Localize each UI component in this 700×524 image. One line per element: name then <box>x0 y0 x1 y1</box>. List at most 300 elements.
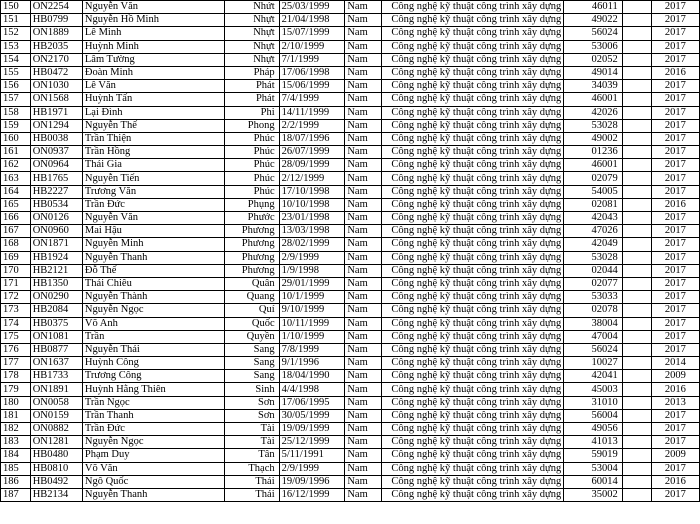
gender-cell: Nam <box>345 238 382 251</box>
year-cell: 2017 <box>651 238 699 251</box>
gender-cell: Nam <box>345 1 382 14</box>
last-name-cell: Nguyễn Minh <box>82 238 224 251</box>
row-number-cell: 171 <box>1 277 31 290</box>
score-code-cell: 02044 <box>564 264 623 277</box>
last-name-cell: Nguyễn Thái <box>82 343 224 356</box>
gender-cell: Nam <box>345 185 382 198</box>
major-cell: Công nghệ kỹ thuật công trình xây dựng <box>382 1 564 14</box>
score-code-cell: 49056 <box>564 423 623 436</box>
score-code-cell: 53033 <box>564 291 623 304</box>
row-number-cell: 186 <box>1 475 31 488</box>
birth-date-cell: 30/05/1999 <box>279 409 345 422</box>
row-number-cell: 173 <box>1 304 31 317</box>
birth-date-cell: 7/8/1999 <box>279 343 345 356</box>
major-cell: Công nghệ kỹ thuật công trình xây dựng <box>382 370 564 383</box>
birth-date-cell: 19/09/1996 <box>279 475 345 488</box>
year-cell: 2016 <box>651 383 699 396</box>
score-code-cell: 02081 <box>564 198 623 211</box>
table-row <box>1 409 700 422</box>
student-code-cell: ON1081 <box>30 330 82 343</box>
major-cell: Công nghệ kỹ thuật công trình xây dựng <box>382 66 564 79</box>
row-number-cell: 161 <box>1 146 31 159</box>
gender-cell: Nam <box>345 14 382 27</box>
major-cell: Công nghệ kỹ thuật công trình xây dựng <box>382 475 564 488</box>
birth-date-cell: 4/4/1998 <box>279 383 345 396</box>
first-name-cell: Pháp <box>224 66 279 79</box>
major-cell: Công nghệ kỹ thuật công trình xây dựng <box>382 291 564 304</box>
table-row <box>1 317 700 330</box>
major-cell: Công nghệ kỹ thuật công trình xây dựng <box>382 238 564 251</box>
last-name-cell: Nguyễn Văn <box>82 212 224 225</box>
row-number-cell: 180 <box>1 396 31 409</box>
row-number-cell: 172 <box>1 291 31 304</box>
row-number-cell: 164 <box>1 185 31 198</box>
last-name-cell: Nguyễn Văn <box>82 1 224 14</box>
year-cell: 2017 <box>651 409 699 422</box>
birth-date-cell: 2/9/1999 <box>279 462 345 475</box>
gender-cell: Nam <box>345 396 382 409</box>
empty-cell <box>622 277 651 290</box>
table-row <box>1 146 700 159</box>
table-row <box>1 27 700 40</box>
gender-cell: Nam <box>345 40 382 53</box>
table-row <box>1 396 700 409</box>
table-row <box>1 357 700 370</box>
score-code-cell: 38004 <box>564 317 623 330</box>
student-code-cell: HB2035 <box>30 40 82 53</box>
birth-date-cell: 1/9/1998 <box>279 264 345 277</box>
row-number-cell: 157 <box>1 93 31 106</box>
student-code-cell: HB0534 <box>30 198 82 211</box>
student-code-cell: HB0038 <box>30 132 82 145</box>
birth-date-cell: 14/11/1999 <box>279 106 345 119</box>
empty-cell <box>622 488 651 501</box>
score-code-cell: 31010 <box>564 396 623 409</box>
last-name-cell: Lê Minh <box>82 27 224 40</box>
score-code-cell: 34039 <box>564 80 623 93</box>
gender-cell: Nam <box>345 119 382 132</box>
major-cell: Công nghệ kỹ thuật công trình xây dựng <box>382 396 564 409</box>
table-row <box>1 383 700 396</box>
major-cell: Công nghệ kỹ thuật công trình xây dựng <box>382 212 564 225</box>
last-name-cell: Trần Thiện <box>82 132 224 145</box>
gender-cell: Nam <box>345 66 382 79</box>
last-name-cell: Trương Công <box>82 370 224 383</box>
birth-date-cell: 2/10/1999 <box>279 40 345 53</box>
gender-cell: Nam <box>345 146 382 159</box>
first-name-cell: Quân <box>224 277 279 290</box>
empty-cell <box>622 304 651 317</box>
empty-cell <box>622 370 651 383</box>
first-name-cell: Sơn <box>224 396 279 409</box>
student-code-cell: ON1891 <box>30 383 82 396</box>
gender-cell: Nam <box>345 370 382 383</box>
student-code-cell: ON1030 <box>30 80 82 93</box>
major-cell: Công nghệ kỹ thuật công trình xây dựng <box>382 198 564 211</box>
major-cell: Công nghệ kỹ thuật công trình xây dựng <box>382 409 564 422</box>
first-name-cell: Phúc <box>224 146 279 159</box>
last-name-cell: Lê Văn <box>82 80 224 93</box>
empty-cell <box>622 80 651 93</box>
table-row <box>1 80 700 93</box>
first-name-cell: Phước <box>224 212 279 225</box>
birth-date-cell: 9/1/1996 <box>279 357 345 370</box>
gender-cell: Nam <box>345 488 382 501</box>
first-name-cell: Quyền <box>224 330 279 343</box>
row-number-cell: 182 <box>1 423 31 436</box>
birth-date-cell: 10/1/1999 <box>279 291 345 304</box>
year-cell: 2017 <box>651 119 699 132</box>
year-cell: 2017 <box>651 172 699 185</box>
table-row <box>1 198 700 211</box>
year-cell: 2017 <box>651 277 699 290</box>
score-code-cell: 47004 <box>564 330 623 343</box>
birth-date-cell: 5/11/1991 <box>279 449 345 462</box>
score-code-cell: 47026 <box>564 225 623 238</box>
row-number-cell: 181 <box>1 409 31 422</box>
empty-cell <box>622 409 651 422</box>
birth-date-cell: 23/01/1998 <box>279 212 345 225</box>
last-name-cell: Nguyễn Thanh <box>82 488 224 501</box>
empty-cell <box>622 1 651 14</box>
first-name-cell: Phúc <box>224 159 279 172</box>
major-cell: Công nghệ kỹ thuật công trình xây dựng <box>382 225 564 238</box>
empty-cell <box>622 475 651 488</box>
first-name-cell: Sơn <box>224 409 279 422</box>
last-name-cell: Huỳnh Tấn <box>82 93 224 106</box>
last-name-cell: Trần Đức <box>82 423 224 436</box>
gender-cell: Nam <box>345 304 382 317</box>
empty-cell <box>622 436 651 449</box>
row-number-cell: 150 <box>1 1 31 14</box>
year-cell: 2017 <box>651 159 699 172</box>
birth-date-cell: 15/07/1999 <box>279 27 345 40</box>
empty-cell <box>622 330 651 343</box>
birth-date-cell: 18/04/1990 <box>279 370 345 383</box>
last-name-cell: Phạm Duy <box>82 449 224 462</box>
first-name-cell: Tài <box>224 436 279 449</box>
score-code-cell: 45003 <box>564 383 623 396</box>
major-cell: Công nghệ kỹ thuật công trình xây dựng <box>382 185 564 198</box>
first-name-cell: Quang <box>224 291 279 304</box>
year-cell: 2017 <box>651 146 699 159</box>
score-code-cell: 56024 <box>564 27 623 40</box>
row-number-cell: 187 <box>1 488 31 501</box>
table-row <box>1 66 700 79</box>
year-cell: 2017 <box>651 106 699 119</box>
empty-cell <box>622 225 651 238</box>
last-name-cell: Lâm Tường <box>82 53 224 66</box>
year-cell: 2016 <box>651 66 699 79</box>
year-cell: 2017 <box>651 251 699 264</box>
gender-cell: Nam <box>345 436 382 449</box>
student-code-cell: ON2170 <box>30 53 82 66</box>
first-name-cell: Nhựt <box>224 40 279 53</box>
row-number-cell: 183 <box>1 436 31 449</box>
empty-cell <box>622 212 651 225</box>
birth-date-cell: 28/09/1999 <box>279 159 345 172</box>
student-code-cell: HB0799 <box>30 14 82 27</box>
first-name-cell: Phát <box>224 80 279 93</box>
last-name-cell: Trần Thanh <box>82 409 224 422</box>
birth-date-cell: 15/06/1999 <box>279 80 345 93</box>
table-row <box>1 40 700 53</box>
gender-cell: Nam <box>345 357 382 370</box>
table-row <box>1 106 700 119</box>
last-name-cell: Trần Đức <box>82 198 224 211</box>
row-number-cell: 178 <box>1 370 31 383</box>
last-name-cell: Nguyễn Tiến <box>82 172 224 185</box>
major-cell: Công nghệ kỹ thuật công trình xây dựng <box>382 80 564 93</box>
gender-cell: Nam <box>345 198 382 211</box>
major-cell: Công nghệ kỹ thuật công trình xây dựng <box>382 449 564 462</box>
first-name-cell: Nhựt <box>224 27 279 40</box>
student-code-cell: HB0492 <box>30 475 82 488</box>
major-cell: Công nghệ kỹ thuật công trình xây dựng <box>382 383 564 396</box>
student-code-cell: ON1871 <box>30 238 82 251</box>
score-code-cell: 49002 <box>564 132 623 145</box>
first-name-cell: Phong <box>224 119 279 132</box>
student-code-cell: ON1281 <box>30 436 82 449</box>
score-code-cell: 60014 <box>564 475 623 488</box>
birth-date-cell: 13/03/1998 <box>279 225 345 238</box>
score-code-cell: 53028 <box>564 251 623 264</box>
birth-date-cell: 17/10/1998 <box>279 185 345 198</box>
major-cell: Công nghệ kỹ thuật công trình xây dựng <box>382 132 564 145</box>
table-body <box>1 1 700 502</box>
empty-cell <box>622 53 651 66</box>
score-code-cell: 02077 <box>564 277 623 290</box>
empty-cell <box>622 251 651 264</box>
major-cell: Công nghệ kỹ thuật công trình xây dựng <box>382 330 564 343</box>
first-name-cell: Phụng <box>224 198 279 211</box>
student-code-cell: HB2134 <box>30 488 82 501</box>
last-name-cell: Đoàn Minh <box>82 66 224 79</box>
row-number-cell: 166 <box>1 212 31 225</box>
gender-cell: Nam <box>345 291 382 304</box>
first-name-cell: Thái <box>224 475 279 488</box>
gender-cell: Nam <box>345 251 382 264</box>
empty-cell <box>622 462 651 475</box>
birth-date-cell: 25/03/1999 <box>279 1 345 14</box>
student-code-cell: HB0480 <box>30 449 82 462</box>
empty-cell <box>622 291 651 304</box>
score-code-cell: 46001 <box>564 159 623 172</box>
last-name-cell: Trần Hồng <box>82 146 224 159</box>
gender-cell: Nam <box>345 317 382 330</box>
year-cell: 2017 <box>651 53 699 66</box>
major-cell: Công nghệ kỹ thuật công trình xây dựng <box>382 251 564 264</box>
year-cell: 2016 <box>651 198 699 211</box>
empty-cell <box>622 238 651 251</box>
empty-cell <box>622 172 651 185</box>
major-cell: Công nghệ kỹ thuật công trình xây dựng <box>382 53 564 66</box>
table-row <box>1 212 700 225</box>
empty-cell <box>622 132 651 145</box>
row-number-cell: 176 <box>1 343 31 356</box>
student-code-cell: HB0472 <box>30 66 82 79</box>
year-cell: 2017 <box>651 304 699 317</box>
year-cell: 2017 <box>651 330 699 343</box>
birth-date-cell: 16/12/1999 <box>279 488 345 501</box>
birth-date-cell: 19/09/1999 <box>279 423 345 436</box>
score-code-cell: 53028 <box>564 119 623 132</box>
year-cell: 2009 <box>651 449 699 462</box>
first-name-cell: Sang <box>224 343 279 356</box>
major-cell: Công nghệ kỹ thuật công trình xây dựng <box>382 172 564 185</box>
birth-date-cell: 2/9/1999 <box>279 251 345 264</box>
year-cell: 2013 <box>651 396 699 409</box>
year-cell: 2017 <box>651 40 699 53</box>
table-row <box>1 53 700 66</box>
table-row <box>1 436 700 449</box>
gender-cell: Nam <box>345 264 382 277</box>
table-row <box>1 93 700 106</box>
empty-cell <box>622 14 651 27</box>
major-cell: Công nghệ kỹ thuật công trình xây dựng <box>382 264 564 277</box>
row-number-cell: 179 <box>1 383 31 396</box>
first-name-cell: Phương <box>224 238 279 251</box>
last-name-cell: Thái Gia <box>82 159 224 172</box>
student-code-cell: ON0290 <box>30 291 82 304</box>
student-code-cell: HB2227 <box>30 185 82 198</box>
row-number-cell: 151 <box>1 14 31 27</box>
row-number-cell: 169 <box>1 251 31 264</box>
last-name-cell: Đỗ Thế <box>82 264 224 277</box>
year-cell: 2017 <box>651 423 699 436</box>
row-number-cell: 160 <box>1 132 31 145</box>
row-number-cell: 167 <box>1 225 31 238</box>
empty-cell <box>622 383 651 396</box>
first-name-cell: Nhựt <box>224 14 279 27</box>
last-name-cell: Trần <box>82 330 224 343</box>
major-cell: Công nghệ kỹ thuật công trình xây dựng <box>382 343 564 356</box>
year-cell: 2017 <box>651 291 699 304</box>
first-name-cell: Phương <box>224 264 279 277</box>
row-number-cell: 174 <box>1 317 31 330</box>
student-code-cell: ON2254 <box>30 1 82 14</box>
first-name-cell: Sinh <box>224 383 279 396</box>
table-row <box>1 488 700 501</box>
gender-cell: Nam <box>345 225 382 238</box>
major-cell: Công nghệ kỹ thuật công trình xây dựng <box>382 423 564 436</box>
score-code-cell: 10027 <box>564 357 623 370</box>
last-name-cell: Nguyễn Ngọc <box>82 436 224 449</box>
table-row <box>1 291 700 304</box>
table-row <box>1 225 700 238</box>
last-name-cell: Nguyễn Ngọc <box>82 304 224 317</box>
table-row <box>1 475 700 488</box>
student-code-cell: HB0810 <box>30 462 82 475</box>
score-code-cell: 02079 <box>564 172 623 185</box>
birth-date-cell: 10/11/1999 <box>279 317 345 330</box>
row-number-cell: 177 <box>1 357 31 370</box>
year-cell: 2017 <box>651 462 699 475</box>
score-code-cell: 56004 <box>564 409 623 422</box>
score-code-cell: 42026 <box>564 106 623 119</box>
last-name-cell: Võ Anh <box>82 317 224 330</box>
last-name-cell: Nguyễn Hồ Minh <box>82 14 224 27</box>
student-code-cell: HB1924 <box>30 251 82 264</box>
table-row <box>1 159 700 172</box>
major-cell: Công nghệ kỹ thuật công trình xây dựng <box>382 106 564 119</box>
student-code-cell: HB0877 <box>30 343 82 356</box>
gender-cell: Nam <box>345 172 382 185</box>
empty-cell <box>622 264 651 277</box>
major-cell: Công nghệ kỹ thuật công trình xây dựng <box>382 304 564 317</box>
major-cell: Công nghệ kỹ thuật công trình xây dựng <box>382 317 564 330</box>
score-code-cell: 42041 <box>564 370 623 383</box>
row-number-cell: 153 <box>1 40 31 53</box>
student-code-cell: HB1733 <box>30 370 82 383</box>
first-name-cell: Nhựt <box>224 53 279 66</box>
score-code-cell: 54005 <box>564 185 623 198</box>
table-row <box>1 264 700 277</box>
table-row <box>1 251 700 264</box>
table-row <box>1 172 700 185</box>
gender-cell: Nam <box>345 80 382 93</box>
major-cell: Công nghệ kỹ thuật công trình xây dựng <box>382 436 564 449</box>
table-row <box>1 462 700 475</box>
empty-cell <box>622 40 651 53</box>
first-name-cell: Tân <box>224 449 279 462</box>
empty-cell <box>622 119 651 132</box>
gender-cell: Nam <box>345 106 382 119</box>
student-code-cell: HB1971 <box>30 106 82 119</box>
gender-cell: Nam <box>345 383 382 396</box>
gender-cell: Nam <box>345 159 382 172</box>
last-name-cell: Ngô Quốc <box>82 475 224 488</box>
major-cell: Công nghệ kỹ thuật công trình xây dựng <box>382 357 564 370</box>
birth-date-cell: 26/07/1999 <box>279 146 345 159</box>
year-cell: 2017 <box>651 225 699 238</box>
major-cell: Công nghệ kỹ thuật công trình xây dựng <box>382 462 564 475</box>
score-code-cell: 46011 <box>564 1 623 14</box>
first-name-cell: Sang <box>224 370 279 383</box>
student-code-cell: ON0058 <box>30 396 82 409</box>
empty-cell <box>622 27 651 40</box>
student-code-cell: ON1294 <box>30 119 82 132</box>
year-cell: 2017 <box>651 185 699 198</box>
gender-cell: Nam <box>345 449 382 462</box>
score-code-cell: 56024 <box>564 343 623 356</box>
last-name-cell: Nguyễn Thanh <box>82 251 224 264</box>
first-name-cell: Tài <box>224 423 279 436</box>
empty-cell <box>622 343 651 356</box>
student-code-cell: ON1568 <box>30 93 82 106</box>
major-cell: Công nghệ kỹ thuật công trình xây dựng <box>382 146 564 159</box>
birth-date-cell: 17/06/1995 <box>279 396 345 409</box>
first-name-cell: Phúc <box>224 132 279 145</box>
table-row <box>1 185 700 198</box>
birth-date-cell: 9/10/1999 <box>279 304 345 317</box>
birth-date-cell: 21/04/1998 <box>279 14 345 27</box>
major-cell: Công nghệ kỹ thuật công trình xây dựng <box>382 14 564 27</box>
year-cell: 2017 <box>651 27 699 40</box>
first-name-cell: Quí <box>224 304 279 317</box>
birth-date-cell: 1/10/1999 <box>279 330 345 343</box>
first-name-cell: Phúc <box>224 172 279 185</box>
empty-cell <box>622 93 651 106</box>
year-cell: 2017 <box>651 1 699 14</box>
last-name-cell: Võ Văn <box>82 462 224 475</box>
first-name-cell: Nhứt <box>224 1 279 14</box>
student-code-cell: HB2121 <box>30 264 82 277</box>
row-number-cell: 156 <box>1 80 31 93</box>
last-name-cell: Trần Ngọc <box>82 396 224 409</box>
table-row <box>1 449 700 462</box>
birth-date-cell: 7/4/1999 <box>279 93 345 106</box>
